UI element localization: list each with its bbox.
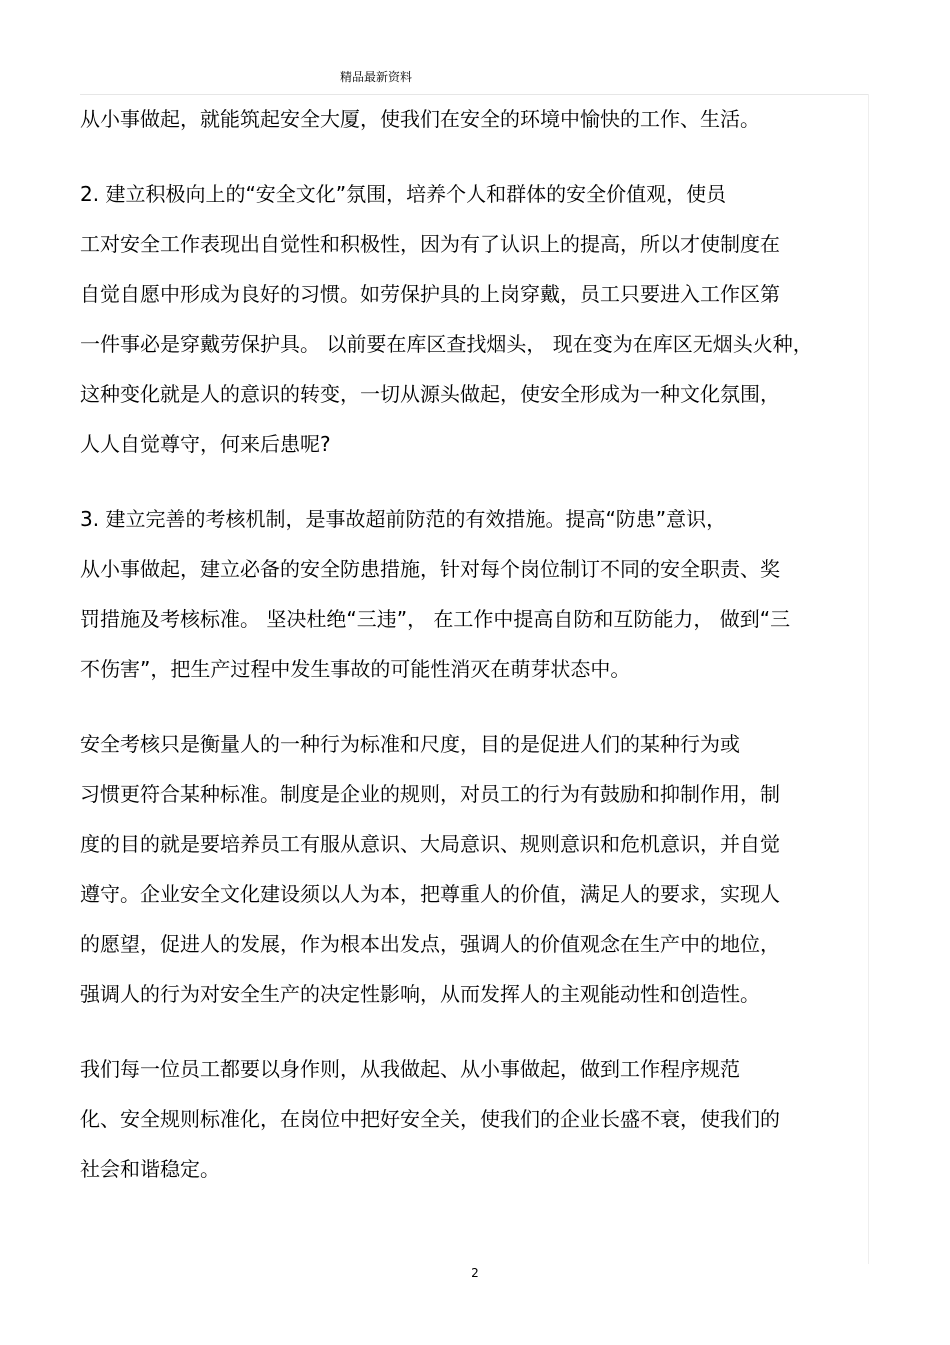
paragraph-line: 自觉自愿中形成为良好的习惯。如劳保护具的上岗穿戴，员工只要进入工作区第 bbox=[80, 282, 780, 306]
paragraph-4 bbox=[80, 729, 870, 1029]
paragraph-line: 人人自觉尊守，何来后患呢? bbox=[80, 432, 331, 456]
paragraph-line: 的愿望，促进人的发展，作为根本出发点，强调人的价值观念在生产中的地位， bbox=[80, 932, 780, 956]
paragraph-line: 这种变化就是人的意识的转变，一切从源头做起，使安全形成为一种文化氛围， bbox=[80, 382, 780, 406]
paragraph-line: 安全考核只是衡量人的一种行为标准和尺度，目的是促进人们的某种行为或 bbox=[80, 732, 740, 756]
paragraph-line: 罚措施及考核标准。 坚决杜绝“三违”， 在工作中提高自防和互防能力， 做到“三 bbox=[80, 607, 791, 631]
paragraph-line: 化、安全规则标准化，在岗位中把好安全关，使我们的企业长盛不衰，使我们的 bbox=[80, 1107, 780, 1131]
paragraph-3 bbox=[80, 504, 870, 704]
paragraph-line: 社会和谐稳定。 bbox=[80, 1157, 220, 1181]
paragraph-line: 工对安全工作表现出自觉性和积极性，因为有了认识上的提高，所以才使制度在 bbox=[80, 232, 780, 256]
paragraph-line: 度的目的就是要培养员工有服从意识、大局意识、规则意识和危机意识，并自觉 bbox=[80, 832, 780, 856]
document-body bbox=[80, 104, 870, 1204]
paragraph-2 bbox=[80, 179, 870, 479]
paragraph-line: 强调人的行为对安全生产的决定性影响，从而发挥人的主观能动性和创造性。 bbox=[80, 982, 760, 1006]
paragraph-line: 从小事做起，就能筑起安全大厦，使我们在安全的环境中愉快的工作、生活。 bbox=[80, 107, 760, 131]
paragraph-line: 3. 建立完善的考核机制，是事故超前防范的有效措施。提高“防患”意识， bbox=[80, 507, 727, 531]
paragraph-line: 遵守。企业安全文化建设须以人为本，把尊重人的价值，满足人的要求，实现人 bbox=[80, 882, 780, 906]
paragraph-line: 我们每一位员工都要以身作则，从我做起、从小事做起，做到工作程序规范 bbox=[80, 1057, 740, 1081]
page-number: 2 bbox=[471, 1266, 479, 1280]
paragraph-1 bbox=[80, 104, 870, 154]
paragraph-line: 一件事必是穿戴劳保护具。 以前要在库区查找烟头， 现在变为在库区无烟头火种， bbox=[80, 332, 813, 356]
header-divider bbox=[80, 94, 869, 95]
paragraph-line: 从小事做起，建立必备的安全防患措施，针对每个岗位制订不同的安全职责、奖 bbox=[80, 557, 780, 581]
paragraph-line: 2. 建立积极向上的“安全文化”氛围，培养个人和群体的安全价值观，使员 bbox=[80, 182, 727, 206]
paragraph-line: 不伤害”，把生产过程中发生事故的可能性消灭在萌芽状态中。 bbox=[80, 657, 631, 681]
paragraph-5 bbox=[80, 1054, 870, 1204]
page-header: 精品最新资料 bbox=[340, 70, 413, 84]
paragraph-line: 习惯更符合某种标准。制度是企业的规则，对员工的行为有鼓励和抑制作用，制 bbox=[80, 782, 780, 806]
